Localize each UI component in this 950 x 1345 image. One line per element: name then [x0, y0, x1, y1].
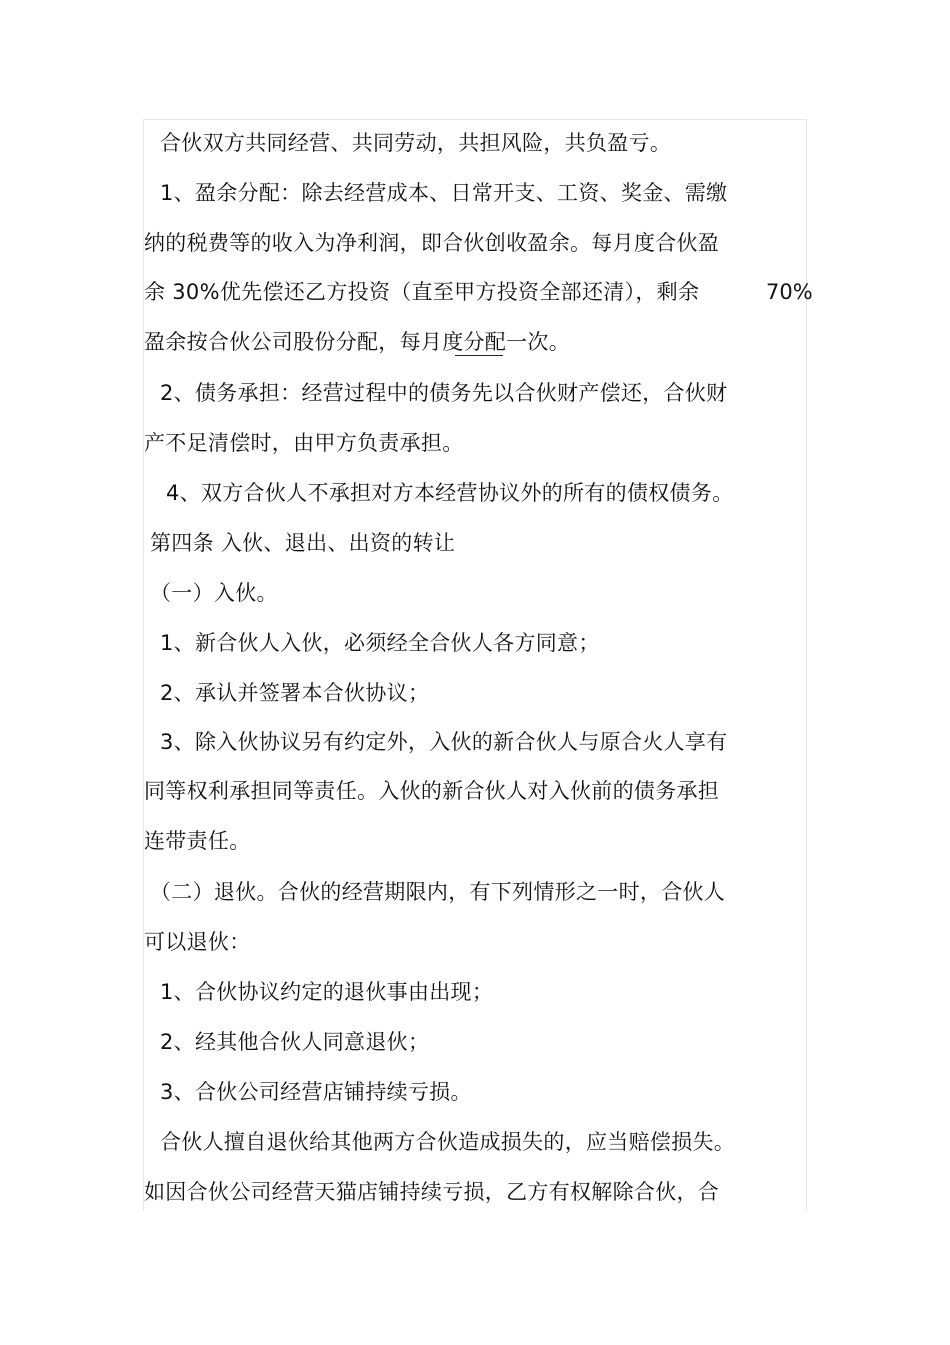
text-line: 合伙双方共同经营、共同劳动，共担风险，共负盈亏。: [160, 131, 672, 155]
text-line: 2、债务承担：经营过程中的债务先以合伙财产偿还，合伙财: [160, 381, 728, 405]
text-line: 如因合伙公司经营天猫店铺持续亏损，乙方有权解除合伙，合: [144, 1180, 720, 1204]
underline-mark: [455, 355, 503, 356]
text-line: （二）退伙。合伙的经营期限内，有下列情形之一时，合伙人: [150, 880, 726, 904]
text-line: 2、承认并签署本合伙协议；: [160, 681, 430, 705]
subsection-heading: （一）入伙。: [150, 581, 278, 605]
text-line: 4、双方合伙人不承担对方本经营协议外的所有的债权债务。: [166, 481, 734, 505]
text-line: 3、合伙公司经营店铺持续亏损。: [160, 1080, 472, 1104]
text-line: 产不足清偿时，由甲方负责承担。: [144, 431, 464, 455]
text-line: 1、新合伙人入伙，必须经全合伙人各方同意；: [160, 631, 600, 655]
text-line: 纳的税费等的收入为净利润，即合伙创收盈余。每月度合伙盈: [144, 231, 720, 255]
text-line: 合伙人擅自退伙给其他两方合伙造成损失的，应当赔偿损失。: [160, 1130, 736, 1154]
text-line: 3、除入伙协议另有约定外，入伙的新合伙人与原合火人享有: [160, 730, 728, 754]
margin-note: 70%: [766, 280, 813, 304]
text-line: 2、经其他合伙人同意退伙；: [160, 1030, 430, 1054]
text-line: 1、盈余分配：除去经营成本、日常开支、工资、奖金、需缴: [160, 181, 728, 205]
text-line: 1、合伙协议约定的退伙事由出现；: [160, 980, 494, 1004]
text-line: 连带责任。: [144, 829, 251, 853]
text-line: 盈余按合伙公司股份分配，每月度分配一次。: [144, 330, 570, 354]
section-heading: 第四条 入伙、退出、出资的转让: [150, 531, 456, 555]
text-line: 可以退伙：: [144, 930, 251, 954]
text-line: 同等权利承担同等责任。入伙的新合伙人对入伙前的债务承担: [144, 779, 720, 803]
text-line: 余 30%优先偿还乙方投资（直至甲方投资全部还清），剩余: [144, 280, 700, 304]
